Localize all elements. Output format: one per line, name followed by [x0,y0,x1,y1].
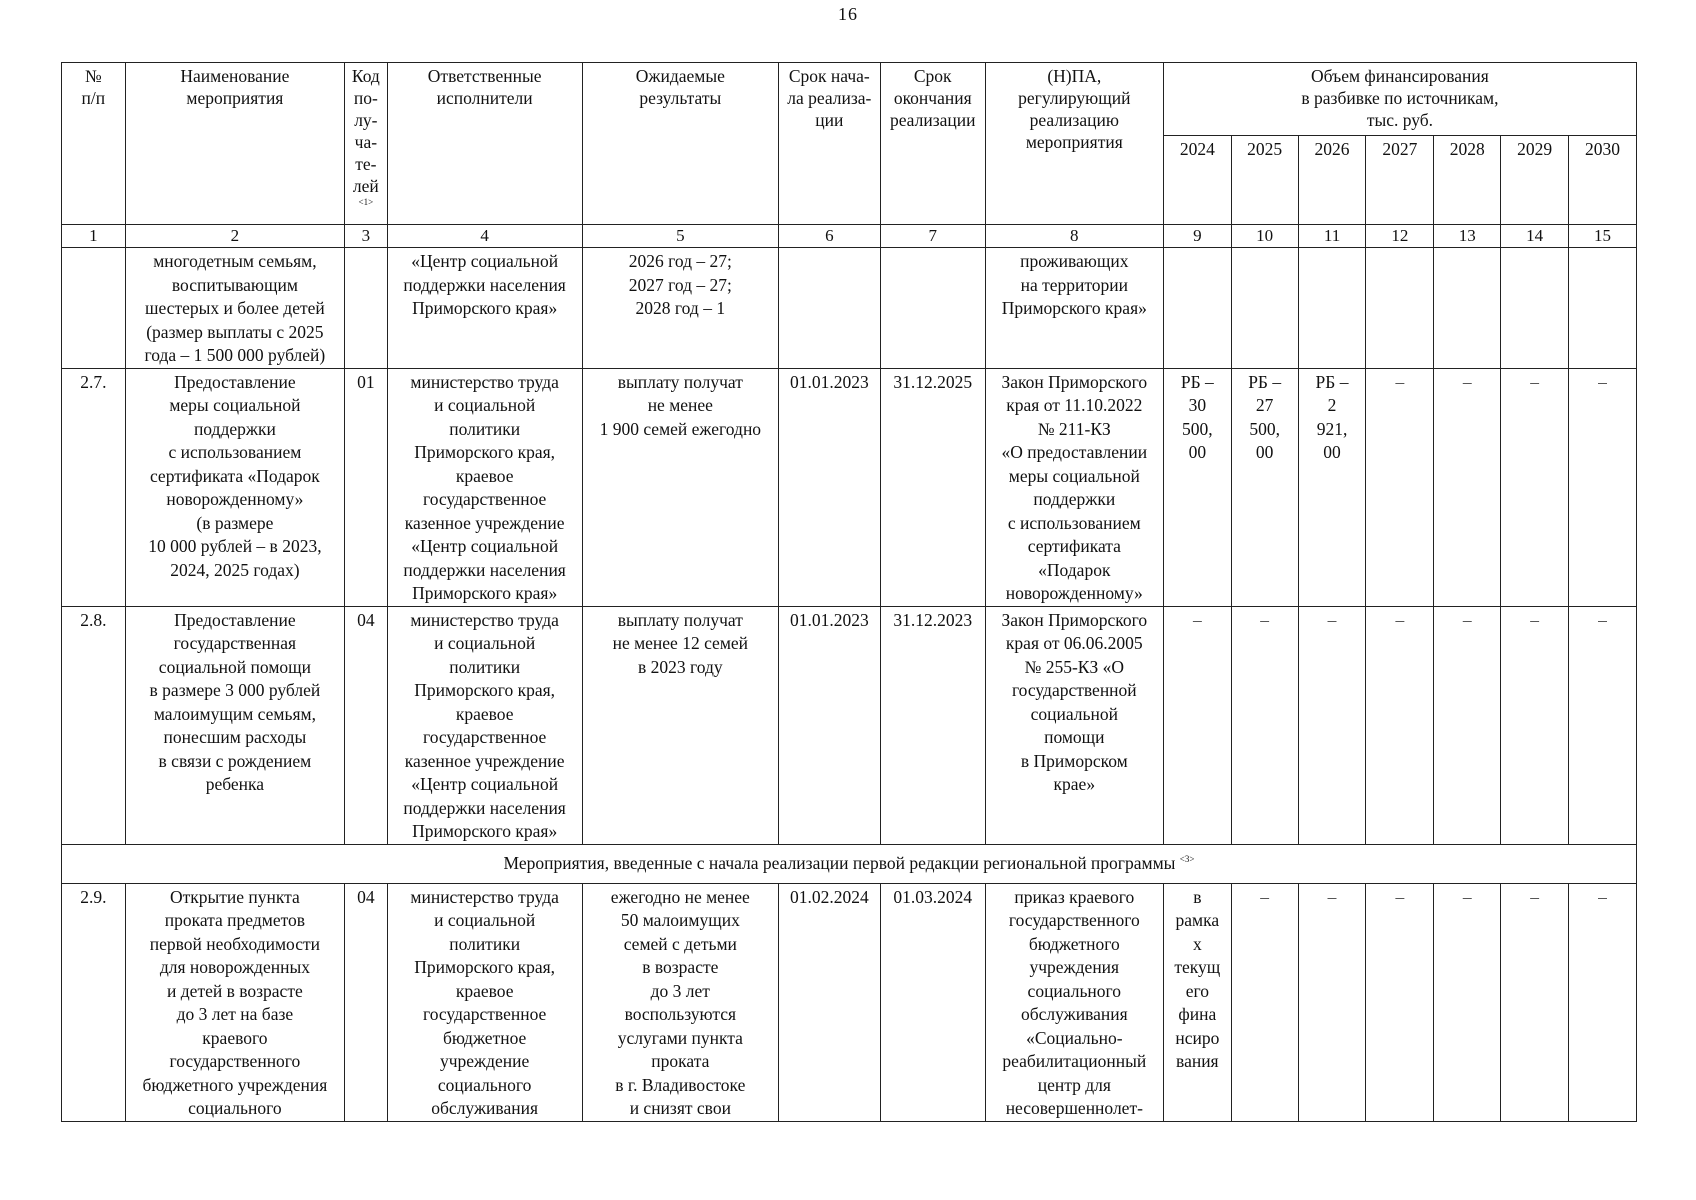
header-start: Срок нача- ла реализа- ции [778,63,880,225]
header-code-footnote: <1> [358,197,374,207]
column-number: 11 [1298,225,1366,248]
header-results: Ожидаемые результаты [582,63,778,225]
row-responsible: министерство труда и социальной политики Приморского края, краевое государственное бюджетное учреждение социального обслуживания [387,883,582,1121]
header-name: Наименование мероприятия [125,63,345,225]
row-fin: – [1434,368,1501,606]
row-start: 01.01.2023 [778,606,880,844]
row-responsible: министерство труда и социальной политики Приморского края, краевое государственное казенное учреждение «Центр социальной поддержки населения Приморского края» [387,606,582,844]
header-npa: (Н)ПА, регулирующий реализацию мероприятия [985,63,1163,225]
header-year: 2025 [1231,136,1298,225]
row-fin: – [1231,606,1298,844]
row-responsible: «Центр социальной поддержки населения Приморского края» [387,248,582,369]
row-start: 01.01.2023 [778,368,880,606]
row-npa: приказ краевого государственного бюджетного учреждения социального обслуживания «Социально- реабилитационный центр для несовершеннолет- [985,883,1163,1121]
row-fin: – [1501,606,1569,844]
row-result: ежегодно не менее 50 малоимущих семей с детьми в возрасте до 3 лет воспользуются услугами пункта проката в г. Владивостоке и снизят свои [582,883,778,1121]
row-end [880,248,985,369]
row-code: 04 [345,606,387,844]
row-fin: – [1163,606,1231,844]
column-number: 9 [1163,225,1231,248]
row-result: 2026 год – 27; 2027 год – 27; 2028 год – 1 [582,248,778,369]
header-year: 2026 [1298,136,1366,225]
section-band-footnote: <3> [1179,853,1195,864]
row-num [62,248,126,369]
header-funding: Объем финансирования в разбивке по источникам, тыс. руб. [1163,63,1636,136]
header-code: Код по- лу- ча- те- лей <1> [345,63,387,225]
column-number: 5 [582,225,778,248]
column-number: 8 [985,225,1163,248]
column-number: 13 [1434,225,1501,248]
column-number: 12 [1366,225,1434,248]
section-band [62,844,1637,883]
row-name: многодетным семьям, воспитывающим шестерых и более детей (размер выплаты с 2025 года – 1 500 000 рублей) [125,248,345,369]
row-num: 2.7. [62,368,126,606]
row-fin [1298,248,1366,369]
table-row [62,368,1637,606]
page-number: 16 [838,4,858,24]
row-end: 31.12.2023 [880,606,985,844]
row-fin: РБ – 30 500, 00 [1163,368,1231,606]
row-code: 01 [345,368,387,606]
row-responsible: министерство труда и социальной политики Приморского края, краевое государственное казенное учреждение «Центр социальной поддержки населения Приморского края» [387,368,582,606]
column-numbers-row [62,225,1637,248]
column-number: 2 [125,225,345,248]
column-number: 4 [387,225,582,248]
row-start [778,248,880,369]
column-number: 3 [345,225,387,248]
section-band-text: Мероприятия, введенные с начала реализации первой редакции региональной программы [503,852,1176,873]
row-result: выплату получат не менее 1 900 семей ежегодно [582,368,778,606]
row-fin: – [1434,606,1501,844]
header-year: 2024 [1163,136,1231,225]
row-name: Предоставление государственная социальной помощи в размере 3 000 рублей малоимущим семьям, понесшим расходы в связи с рождением ребенка [125,606,345,844]
row-code: 04 [345,883,387,1121]
row-fin [1231,248,1298,369]
column-number: 1 [62,225,126,248]
row-fin: – [1569,368,1637,606]
row-name: Предоставление меры социальной поддержки с использованием сертификата «Подарок новорожденному» (в размере 10 000 рублей – в 2023, 2024, 2025 годах) [125,368,345,606]
header-responsible: Ответственные исполнители [387,63,582,225]
row-npa: проживающих на территории Приморского края» [985,248,1163,369]
row-fin [1434,248,1501,369]
column-number: 10 [1231,225,1298,248]
row-fin: – [1501,368,1569,606]
header-year: 2027 [1366,136,1434,225]
section-band-row [62,844,1637,883]
header-row [62,63,1637,136]
row-code [345,248,387,369]
row-fin: – [1569,883,1637,1121]
column-number: 6 [778,225,880,248]
row-fin [1501,248,1569,369]
row-fin: – [1501,883,1569,1121]
column-number: 15 [1569,225,1637,248]
row-npa: Закон Приморского края от 11.10.2022 № 211-КЗ «О предоставлении меры социальной поддержки с использованием сертификата «Подарок новорожденному» [985,368,1163,606]
row-end: 31.12.2025 [880,368,985,606]
row-fin: РБ – 2 921, 00 [1298,368,1366,606]
header-year: 2028 [1434,136,1501,225]
row-fin: – [1366,606,1434,844]
column-number: 7 [880,225,985,248]
row-fin: РБ – 27 500, 00 [1231,368,1298,606]
row-fin: – [1231,883,1298,1121]
header-year: 2030 [1569,136,1637,225]
header-year: 2029 [1501,136,1569,225]
row-fin: – [1298,883,1366,1121]
table-row [62,883,1637,1121]
row-fin: – [1366,368,1434,606]
row-fin [1366,248,1434,369]
row-result: выплату получат не менее 12 семей в 2023 году [582,606,778,844]
header-end: Срок окончания реализации [880,63,985,225]
row-fin: в рамка х текущ его фина нсиро вания [1163,883,1231,1121]
row-fin [1163,248,1231,369]
row-num: 2.9. [62,883,126,1121]
row-end: 01.03.2024 [880,883,985,1121]
row-fin [1569,248,1637,369]
row-name: Открытие пункта проката предметов первой необходимости для новорожденных и детей в возрасте до 3 лет на базе краевого государственного бюджетного учреждения социального [125,883,345,1121]
row-fin: – [1569,606,1637,844]
row-fin: – [1366,883,1434,1121]
header-num: № п/п [62,63,126,225]
table-row [62,606,1637,844]
table-row [62,248,1637,369]
row-npa: Закон Приморского края от 06.06.2005 № 255-КЗ «О государственной социальной помощи в Приморском крае» [985,606,1163,844]
row-start: 01.02.2024 [778,883,880,1121]
program-table [61,62,1637,1122]
row-fin: – [1434,883,1501,1121]
row-fin: – [1298,606,1366,844]
row-num: 2.8. [62,606,126,844]
column-number: 14 [1501,225,1569,248]
